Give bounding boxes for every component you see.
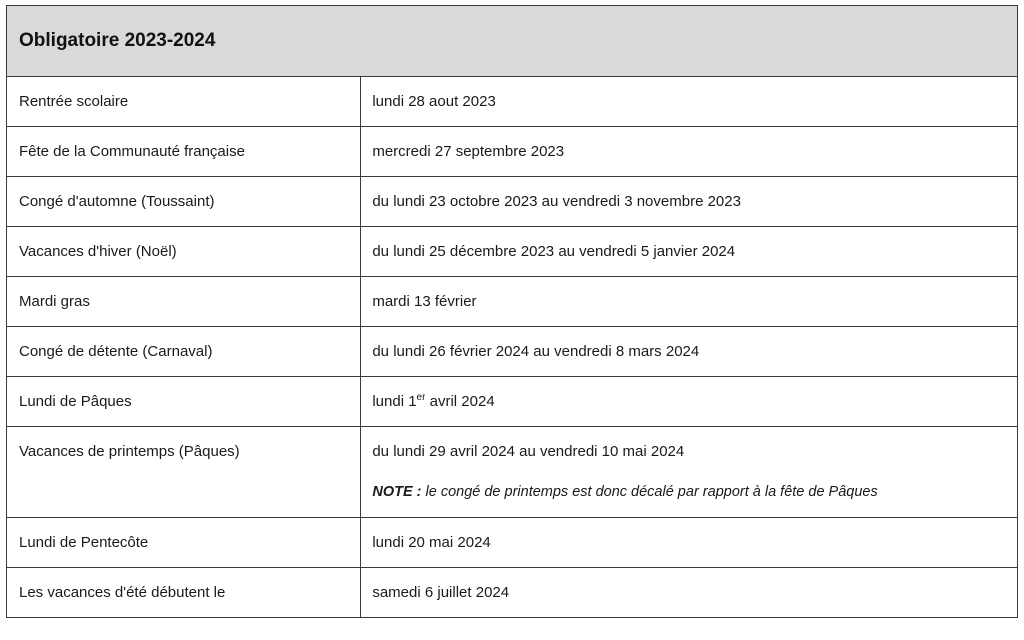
row-value: samedi 6 juillet 2024 (361, 568, 1018, 618)
row-value: lundi 28 aout 2023 (361, 77, 1018, 127)
row-value: du lundi 23 octobre 2023 au vendredi 3 novembre 2023 (361, 177, 1018, 227)
row-label: Mardi gras (7, 277, 361, 327)
row-value: mardi 13 février (361, 277, 1018, 327)
ordinal-superscript: er (416, 392, 426, 403)
row-label: Vacances d'hiver (Noël) (7, 227, 361, 277)
row-label: Congé d'automne (Toussaint) (7, 177, 361, 227)
value-text: lundi 1 (372, 393, 417, 410)
table-row (7, 177, 1018, 227)
row-value (361, 377, 1018, 427)
row-value (361, 427, 1018, 518)
table-row (7, 77, 1018, 127)
table-row (7, 427, 1018, 518)
row-value: du lundi 26 février 2024 au vendredi 8 mars 2024 (361, 327, 1018, 377)
row-label: Rentrée scolaire (7, 77, 361, 127)
table-row (7, 377, 1018, 427)
row-label: Vacances de printemps (Pâques) (7, 427, 361, 518)
note (372, 483, 1007, 501)
row-label: Lundi de Pentecôte (7, 518, 361, 568)
row-label: Fête de la Communauté française (7, 127, 361, 177)
table-row (7, 277, 1018, 327)
row-label: Lundi de Pâques (7, 377, 361, 427)
table-row (7, 518, 1018, 568)
row-label: Congé de détente (Carnaval) (7, 327, 361, 377)
table-title: Obligatoire 2023-2024 (7, 6, 1018, 77)
row-value: lundi 20 mai 2024 (361, 518, 1018, 568)
value-text: du lundi 29 avril 2024 au vendredi 10 mai 2024 (372, 443, 685, 460)
row-value: du lundi 25 décembre 2023 au vendredi 5 janvier 2024 (361, 227, 1018, 277)
table-row (7, 227, 1018, 277)
note-label: NOTE : (372, 484, 422, 500)
row-label: Les vacances d'été débutent le (7, 568, 361, 618)
note-text: le congé de printemps est donc décalé par rapport à la fête de Pâques (421, 484, 878, 500)
table-row (7, 327, 1018, 377)
table-header-row (7, 6, 1018, 77)
table-row (7, 127, 1018, 177)
row-value: mercredi 27 septembre 2023 (361, 127, 1018, 177)
school-calendar-table (6, 5, 1018, 618)
value-text: avril 2024 (425, 393, 495, 410)
table-row (7, 568, 1018, 618)
